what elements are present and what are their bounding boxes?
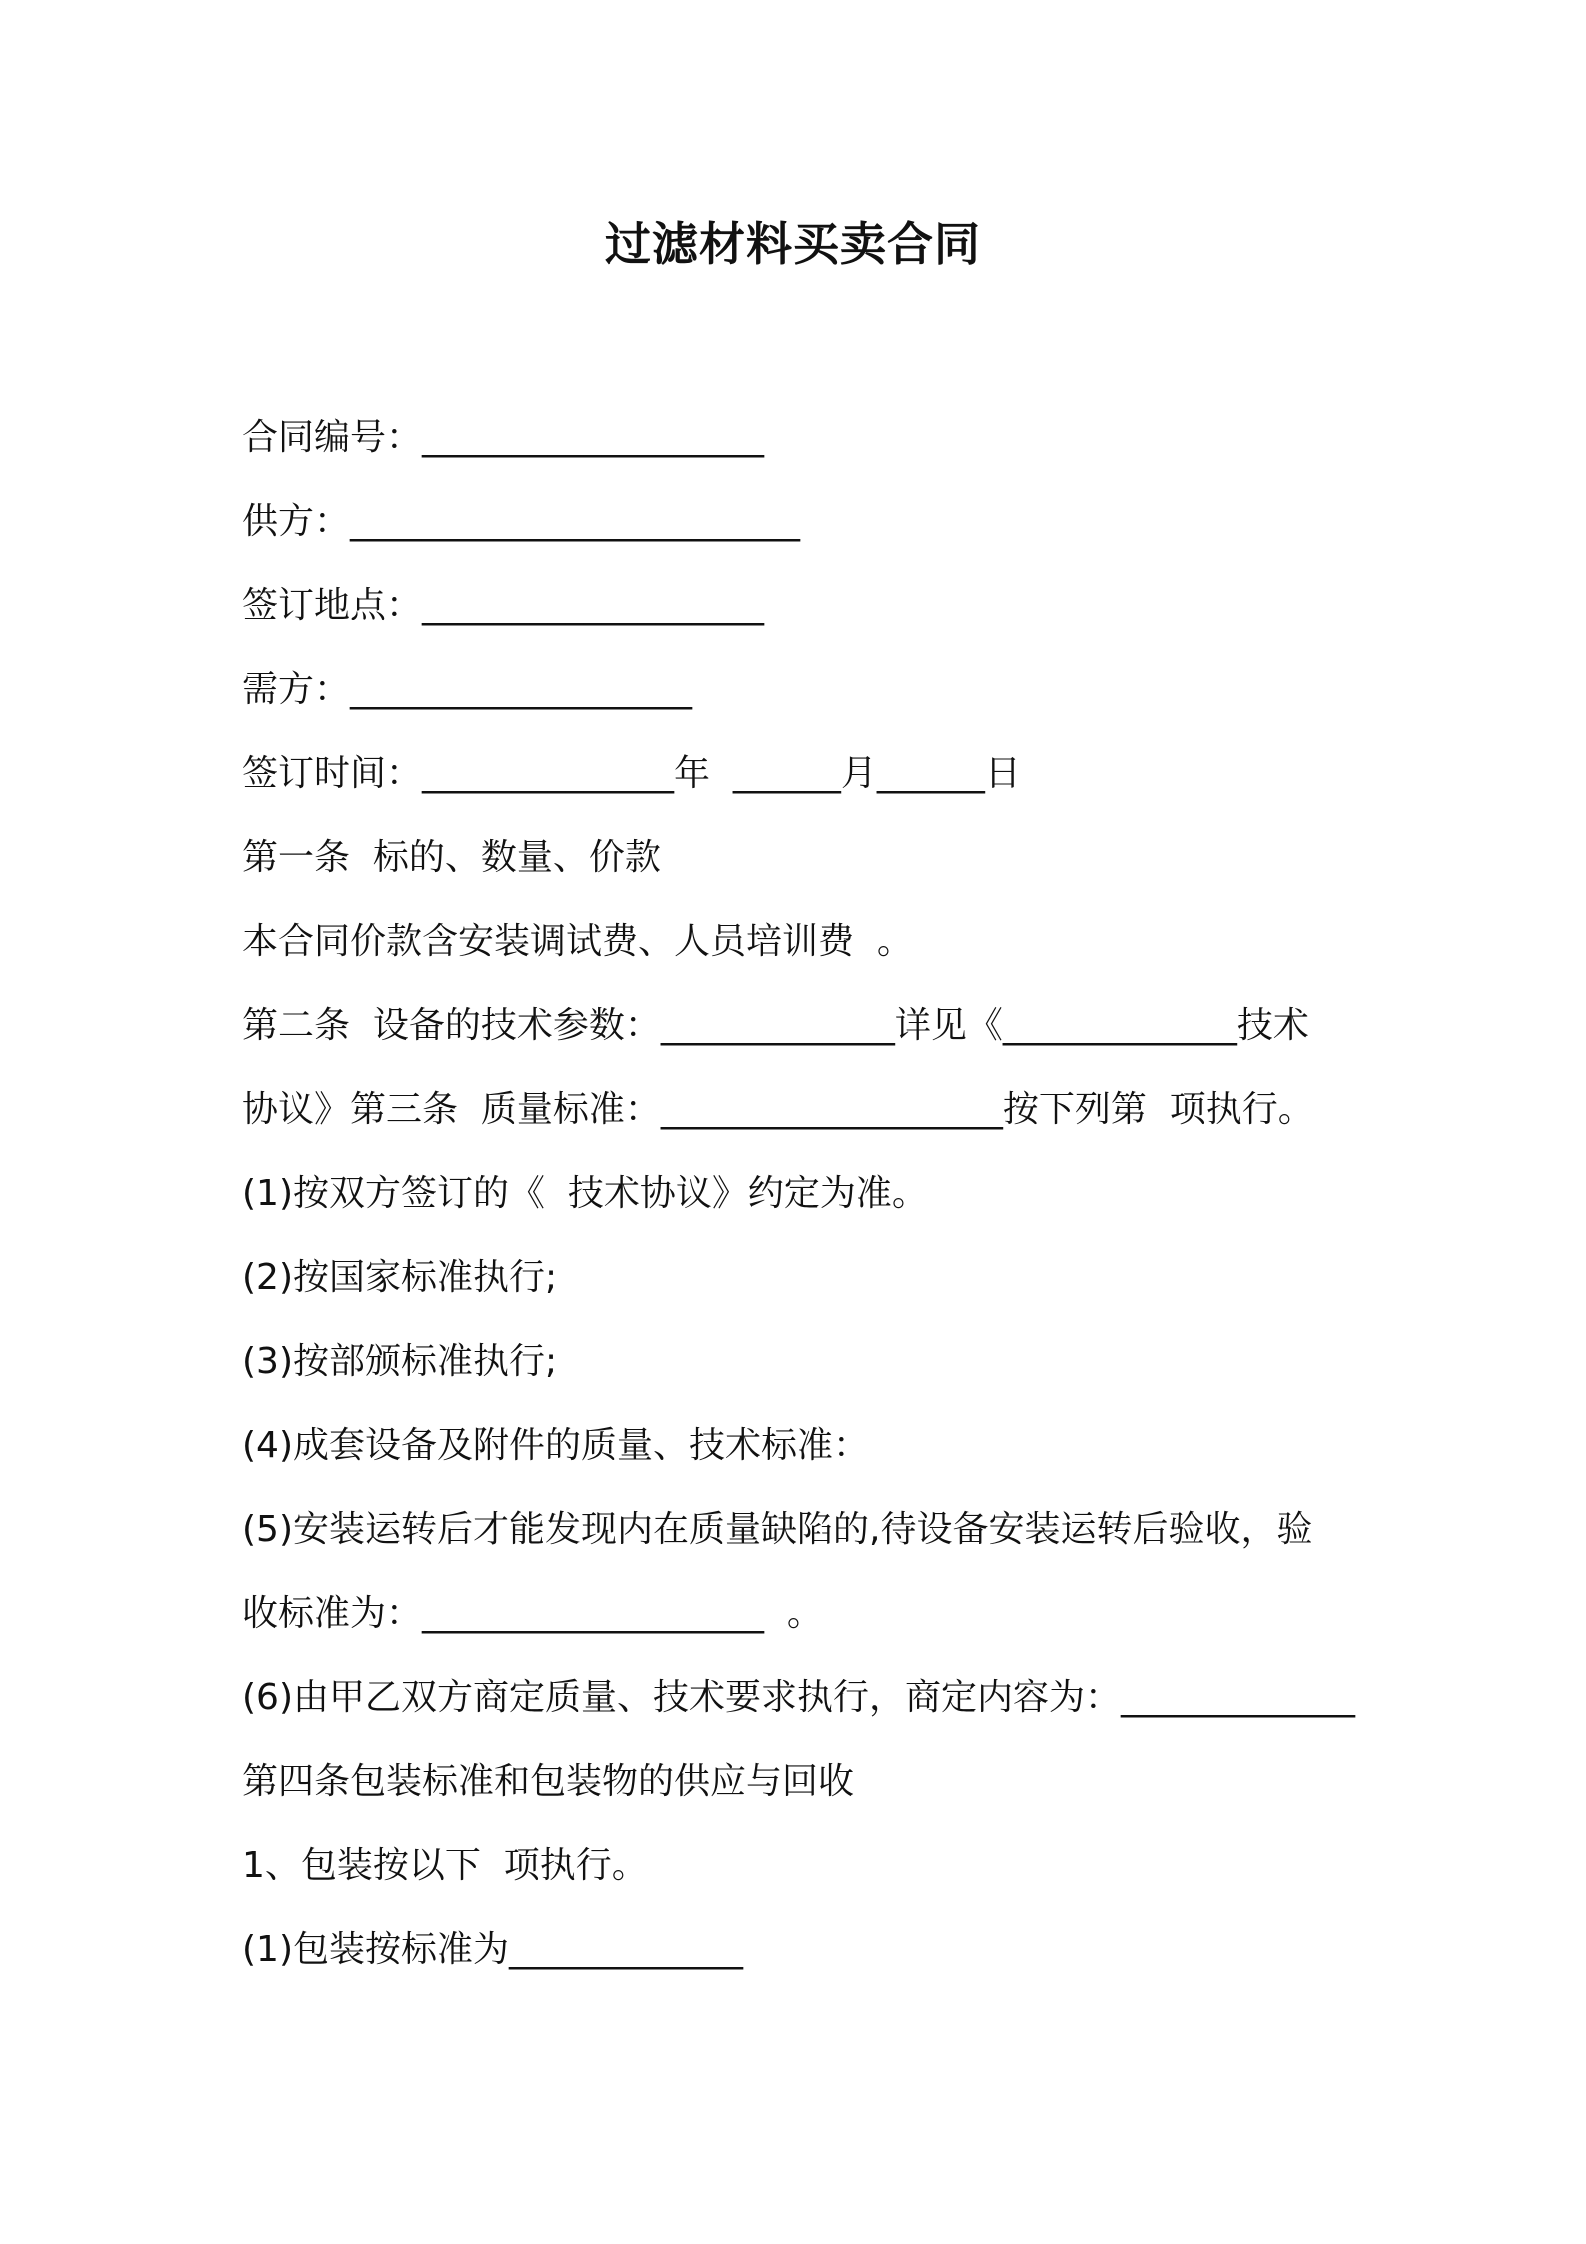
quality-item-5-continued: 收标准为：___________________ 。: [242, 1593, 823, 1634]
article-2-line: 第二条 设备的技术参数：_____________详见《_____________技术: [242, 1005, 1309, 1046]
quality-item-6: (6)由甲乙双方商定质量、技术要求执行，商定内容为：_____________: [242, 1677, 1355, 1718]
buyer-line: 需方：___________________: [242, 669, 693, 710]
signing-time-line: 签订时间：______________年 ______月______日: [242, 753, 1021, 794]
quality-item-1: (1)按双方签订的《 技术协议》约定为准。: [242, 1173, 928, 1214]
article-4-heading: 第四条包装标准和包装物的供应与回收: [242, 1761, 855, 1802]
packaging-standard-line: (1)包装按标准为_____________: [242, 1929, 743, 1970]
document-title: 过滤材料买卖合同: [605, 217, 981, 271]
packaging-item-1: 1、包装按以下 项执行。: [242, 1845, 648, 1886]
quality-item-4: (4)成套设备及附件的质量、技术标准：: [242, 1425, 869, 1466]
article-1-heading: 第一条 标的、数量、价款: [242, 837, 661, 878]
article-3-line: 协议》第三条 质量标准：___________________按下列第 项执行。: [242, 1089, 1314, 1130]
signing-place-line: 签订地点：___________________: [242, 585, 765, 626]
supplier-line: 供方：_________________________: [242, 501, 801, 542]
quality-item-3: (3)按部颁标准执行;: [242, 1341, 558, 1382]
price-note-line: 本合同价款含安装调试费、人员培训费 。: [242, 921, 913, 962]
contract-number-line: 合同编号：___________________: [242, 417, 765, 458]
quality-item-5: (5)安装运转后才能发现内在质量缺陷的,待设备安装运转后验收，验: [242, 1509, 1313, 1550]
quality-item-2: (2)按国家标准执行;: [242, 1257, 558, 1298]
